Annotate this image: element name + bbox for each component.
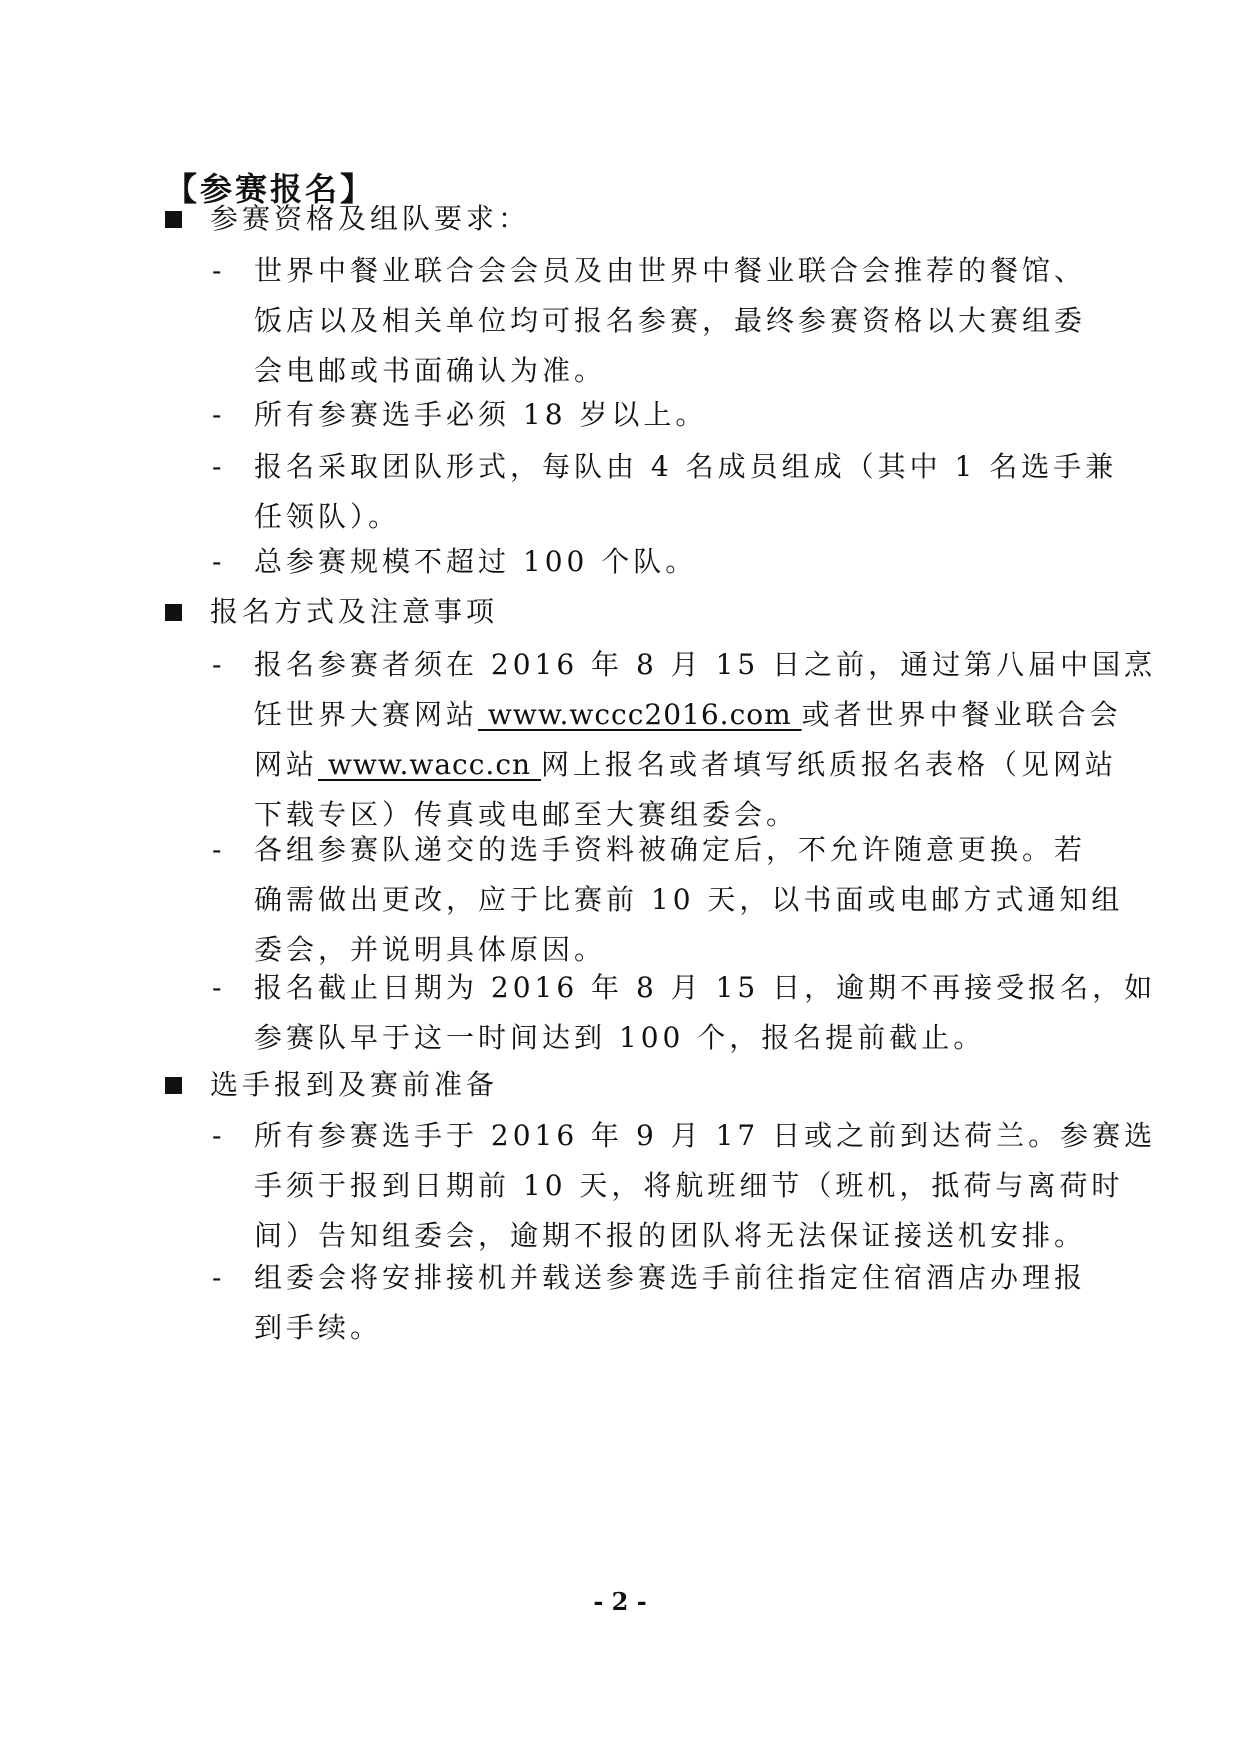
list-item-dash: - xyxy=(212,450,222,483)
list-item-dash: - xyxy=(212,398,222,431)
list-item-line: 委会，并说明具体原因。 xyxy=(254,933,607,966)
list-item xyxy=(254,640,1157,840)
list-item xyxy=(254,390,1084,440)
website-link-wccc2016[interactable]: www.wccc2016.com xyxy=(478,698,802,731)
list-item-line: 报名截止日期为 2016 年 8 月 15 日，逾期不再接受报名，如 xyxy=(254,971,1157,1004)
list-item xyxy=(254,963,1157,1063)
square-bullet-icon xyxy=(165,211,182,228)
list-item-line: 确需做出更改，应于比赛前 10 天，以书面或电邮方式通知组 xyxy=(254,883,1124,916)
list-item-dash: - xyxy=(212,545,222,578)
list-item xyxy=(254,1111,1157,1261)
line-text: 网上报名或者填写纸质报名表格（见网站 xyxy=(540,748,1117,781)
list-item-line: 报名参赛者须在 2016 年 8 月 15 日之前，通过第八届中国烹 xyxy=(254,648,1157,681)
section-heading-check-in xyxy=(165,1060,498,1110)
list-item-dash: - xyxy=(212,1261,222,1294)
list-item xyxy=(254,537,1084,587)
list-item xyxy=(254,825,1124,975)
list-item-line: 会电邮或书面确认为准。 xyxy=(254,354,607,387)
list-item-line xyxy=(254,690,1122,740)
list-item-line: 饭店以及相关单位均可报名参赛，最终参赛资格以大赛组委 xyxy=(254,304,1087,337)
list-item-line: 下载专区）传真或电邮至大赛组委会。 xyxy=(254,798,799,831)
page-number: - 2 - xyxy=(593,1587,647,1616)
section-heading-text: 参赛资格及组队要求： xyxy=(210,202,531,235)
list-item-dash: - xyxy=(212,971,222,1004)
list-item-line: 组委会将安排接机并载送参赛选手前往指定住宿酒店办理报 xyxy=(254,1261,1087,1294)
line-text: 或者世界中餐业联合会 xyxy=(801,698,1122,731)
list-item-line: 手须于报到日期前 10 天，将航班细节（班机，抵荷与离荷时 xyxy=(254,1169,1124,1202)
list-item-line: 世界中餐业联合会会员及由世界中餐业联合会推荐的餐馆、 xyxy=(254,254,1087,287)
list-item-dash: - xyxy=(212,254,222,287)
list-item-dash: - xyxy=(212,1119,222,1152)
square-bullet-icon xyxy=(165,1077,182,1094)
list-item-line: 参赛队早于这一时间达到 100 个，报名提前截止。 xyxy=(254,1021,986,1054)
list-item-line: 所有参赛选手必须 18 岁以上。 xyxy=(254,398,708,431)
section-heading-text: 报名方式及注意事项 xyxy=(210,595,499,628)
list-item xyxy=(254,442,1118,542)
list-item-line: 总参赛规模不超过 100 个队。 xyxy=(254,545,698,578)
list-item-line: 间）告知组委会，逾期不报的团队将无法保证接送机安排。 xyxy=(254,1219,1087,1252)
list-item xyxy=(254,1253,1087,1353)
list-item-line: 到手续。 xyxy=(254,1311,383,1344)
section-heading-eligibility xyxy=(165,194,530,244)
list-item-line xyxy=(254,740,1117,790)
list-item-dash: - xyxy=(212,648,222,681)
list-item-line: 任领队）。 xyxy=(254,500,401,533)
section-heading-text: 选手报到及赛前准备 xyxy=(210,1068,499,1101)
list-item-line: 报名采取团队形式，每队由 4 名成员组成（其中 1 名选手兼 xyxy=(254,450,1118,483)
list-item xyxy=(254,246,1087,396)
list-item-line: 所有参赛选手于 2016 年 9 月 17 日或之前到达荷兰。参赛选 xyxy=(254,1119,1157,1152)
line-text: 网站 xyxy=(254,748,319,781)
section-heading-registration xyxy=(165,587,498,637)
list-item-line: 各组参赛队递交的选手资料被确定后，不允许随意更换。若 xyxy=(254,833,1087,866)
website-link-wacc[interactable]: www.wacc.cn xyxy=(318,748,541,781)
square-bullet-icon xyxy=(165,604,182,621)
line-text: 饪世界大赛网站 xyxy=(254,698,479,731)
list-item-dash: - xyxy=(212,833,222,866)
page-title: 【参赛报名】 xyxy=(165,170,376,208)
